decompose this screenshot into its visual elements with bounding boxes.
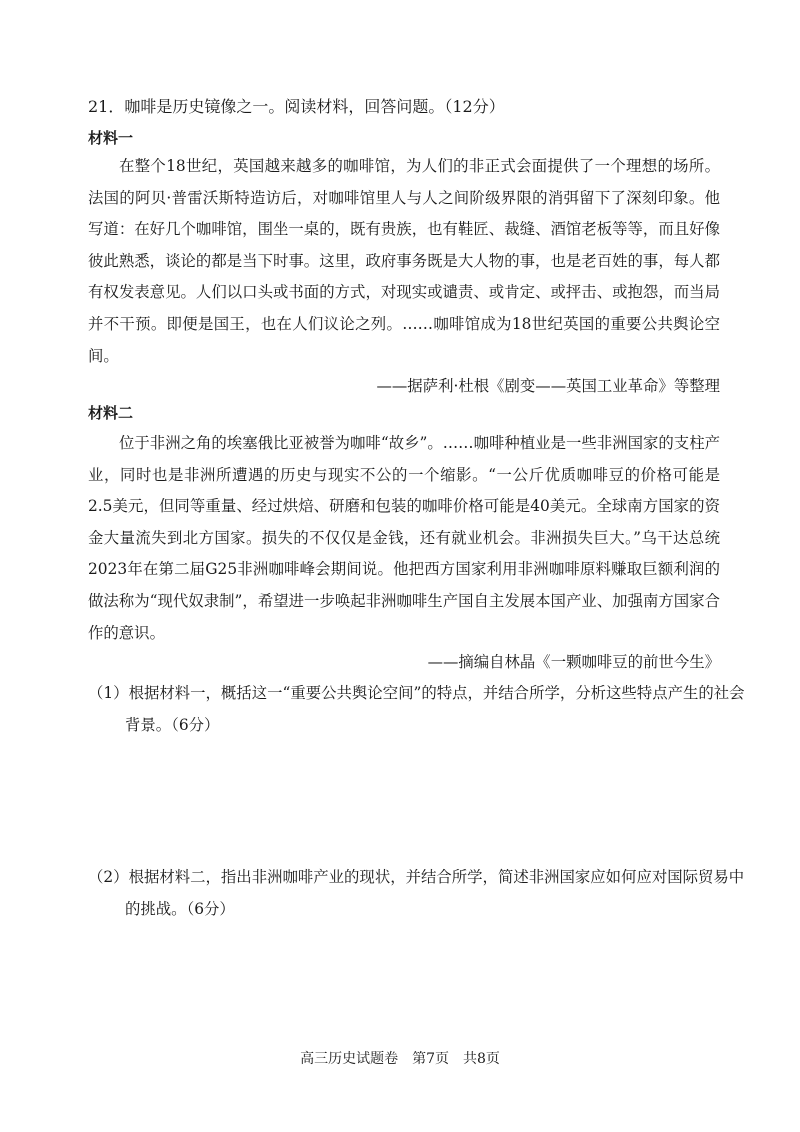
material-1-source: ——据萨利·杜根《剧变——英国工业革命》等整理 xyxy=(376,377,720,395)
material-1-text: 在整个18世纪，英国越来越多的咖啡馆，为人们的非正式会面提供了一个理想的场所。法国的阿贝·普雷沃斯特造访后，对咖啡馆里人与人之间阶级界限的消弭留下了深刻印象。他写道：在好几个咖啡馆，围坐一桌的，既有贵族，也有鞋匠、裁缝、酒馆老板等等，而且好像彼此熟悉，谈论的都是当下时事。这里，政府事务既是大人物的事，也是老百姓的事，每人都有权发表意见。人们以口头或书面的方式，对现实或谴责、或肯定、或抨击、或抱怨，而当局并不干预。即便是国王，也在人们议论之列。……咖啡馆成为18世纪英国的重要公共舆论空间。 xyxy=(88,157,720,365)
question-title: 21．咖啡是历史镜像之一。阅读材料，回答问题。（12分） xyxy=(88,97,505,116)
page-footer: 高三历史试题卷 第7页 共8页 xyxy=(300,1051,500,1067)
subquestion-1: （1）根据材料一，概括这一“重要公共舆论空间”的特点，并结合所学，分析这些特点产生的社会背景。（6分） xyxy=(88,684,745,734)
material-1-heading: 材料一 xyxy=(88,129,134,147)
material-2-text: 位于非洲之角的埃塞俄比亚被誉为咖啡“故乡”。……咖啡种植业是一些非洲国家的支柱产业，同时也是非洲所遭遇的历史与现实不公的一个缩影。“一公斤优质咖啡豆的价格可能是2.5美元，但同等重量、经过烘焙、研磨和包装的咖啡价格可能是40美元。全球南方国家的资金大量流失到北方国家。损失的不仅仅是金钱，还有就业机会。非洲损失巨大。”乌干达总统2023年在第二届G25非洲咖啡峰会期间说。他把西方国家利用非洲咖啡原料赚取巨额利润的做法称为“现代奴隶制”，希望进一步唤起非洲咖啡生产国自主发展本国产业、加强南方国家合作的意识。 xyxy=(88,434,720,642)
material-2-source: ——摘编自林晶《一颗咖啡豆的前世今生》 xyxy=(427,653,720,671)
material-2-heading: 材料二 xyxy=(88,404,134,422)
subquestion-2: （2）根据材料二，指出非洲咖啡产业的现状，并结合所学，简述非洲国家应如何应对国际贸易中的挑战。（6分） xyxy=(88,868,745,918)
